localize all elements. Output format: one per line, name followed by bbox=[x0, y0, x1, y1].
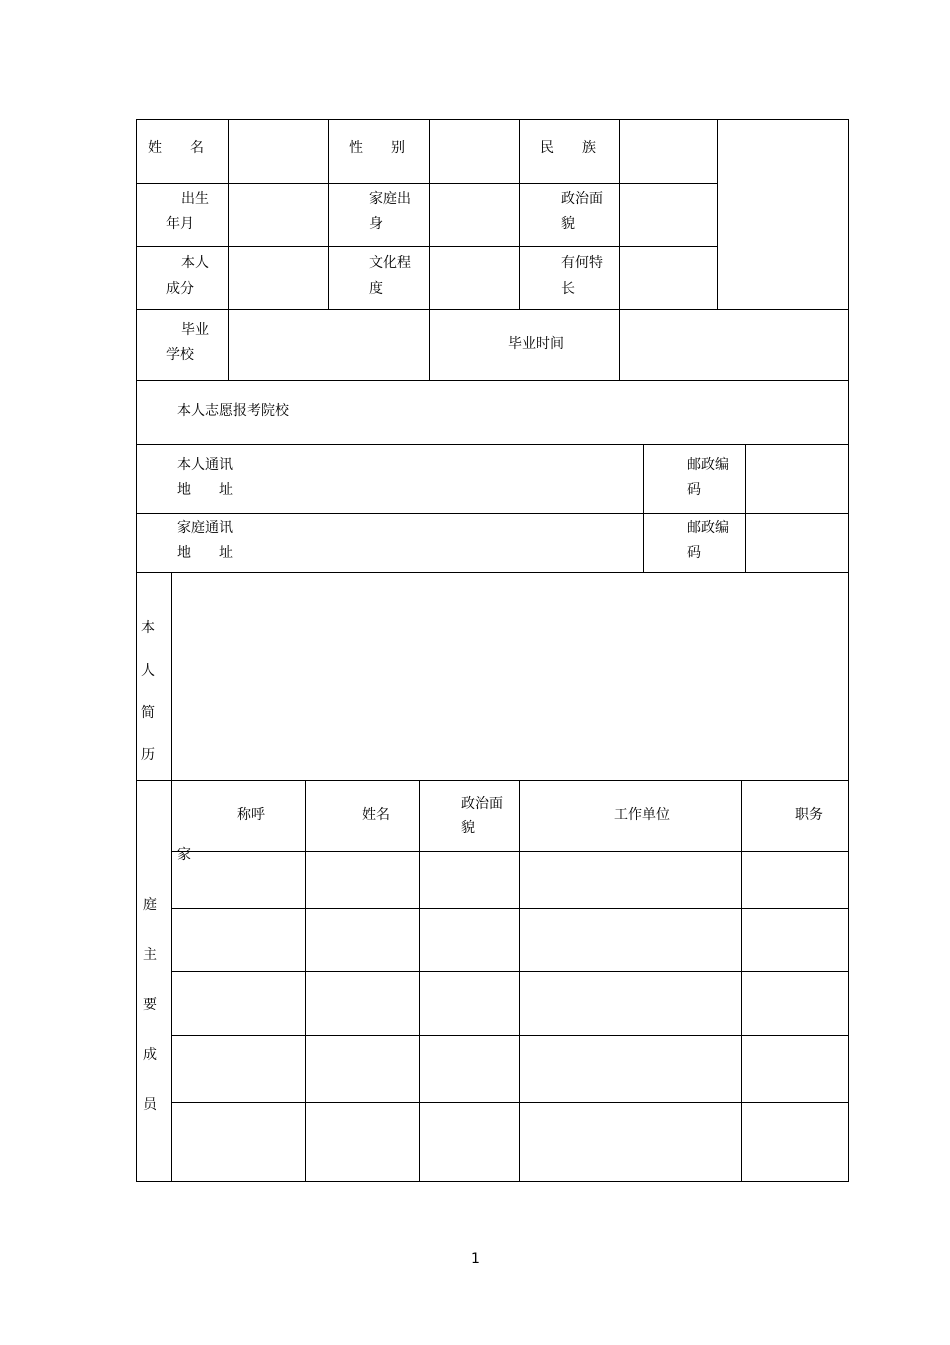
resume-label-char: 简 bbox=[141, 705, 155, 721]
specialty-label-line1: 有何特 bbox=[561, 255, 603, 271]
family-address-label-line2: 地 址 bbox=[177, 545, 233, 561]
table-border-left bbox=[136, 119, 137, 1182]
name-label: 姓 名 bbox=[148, 140, 204, 156]
family-row-divider bbox=[171, 1035, 849, 1036]
family-row-divider bbox=[171, 1102, 849, 1103]
row-divider bbox=[136, 444, 849, 445]
ethnicity-label: 民 族 bbox=[540, 140, 596, 156]
specialty-label-line2: 长 bbox=[561, 281, 575, 297]
col-divider bbox=[741, 780, 742, 1182]
family-header-title: 称呼 bbox=[237, 807, 265, 823]
table-border-top bbox=[136, 119, 849, 120]
personal-postcode-label-line1: 邮政编 bbox=[687, 457, 729, 473]
family-row-divider bbox=[171, 908, 849, 909]
col-divider bbox=[419, 780, 420, 1182]
family-row-divider bbox=[171, 971, 849, 972]
family-header-workplace: 工作单位 bbox=[614, 807, 670, 823]
family-label-char: 庭 bbox=[143, 897, 157, 913]
row-divider bbox=[136, 380, 849, 381]
row-divider bbox=[136, 309, 849, 310]
col-divider bbox=[745, 444, 746, 573]
resume-label-char: 人 bbox=[141, 663, 155, 679]
col-divider bbox=[519, 119, 520, 310]
col-divider bbox=[519, 780, 520, 1182]
family-label-char: 员 bbox=[143, 1097, 157, 1113]
family-header-position: 职务 bbox=[795, 807, 823, 823]
col-divider bbox=[429, 119, 430, 381]
col-divider bbox=[228, 119, 229, 381]
photo-box-divider bbox=[717, 119, 718, 310]
family-header-political-line2: 貌 bbox=[461, 820, 475, 836]
personal-status-label-line2: 成分 bbox=[166, 281, 194, 297]
resume-label-char: 历 bbox=[141, 747, 155, 763]
birth-date-label-line2: 年月 bbox=[166, 216, 194, 232]
birth-date-label-line1: 出生 bbox=[181, 191, 209, 207]
family-label-char: 主 bbox=[143, 947, 157, 963]
family-label-char: 成 bbox=[143, 1047, 157, 1063]
col-divider bbox=[171, 572, 172, 1182]
row-divider bbox=[136, 513, 849, 514]
personal-postcode-label-line2: 码 bbox=[687, 482, 701, 498]
row-divider bbox=[136, 780, 849, 781]
col-divider bbox=[619, 119, 620, 381]
personal-status-label-line1: 本人 bbox=[181, 255, 209, 271]
family-header-political-line1: 政治面 bbox=[461, 796, 503, 812]
family-origin-label-line1: 家庭出 bbox=[369, 191, 411, 207]
family-header-name: 姓名 bbox=[362, 807, 390, 823]
row-divider bbox=[136, 572, 849, 573]
family-postcode-label-line1: 邮政编 bbox=[687, 520, 729, 536]
education-label-line2: 度 bbox=[369, 281, 383, 297]
col-divider bbox=[643, 444, 644, 573]
gender-label: 性 别 bbox=[349, 140, 405, 156]
resume-label-char: 本 bbox=[141, 620, 155, 636]
family-label-char: 要 bbox=[143, 997, 157, 1013]
graduation-school-label-line2: 学校 bbox=[166, 347, 194, 363]
political-status-label-line1: 政治面 bbox=[561, 191, 603, 207]
table-border-bottom bbox=[136, 1181, 849, 1182]
graduation-time-label: 毕业时间 bbox=[508, 336, 564, 352]
education-label-line1: 文化程 bbox=[369, 255, 411, 271]
personal-address-label-line1: 本人通讯 bbox=[177, 457, 233, 473]
family-row-divider bbox=[171, 851, 849, 852]
table-border-right bbox=[848, 119, 849, 1182]
col-divider bbox=[305, 780, 306, 1182]
political-status-label-line2: 貌 bbox=[561, 216, 575, 232]
family-postcode-label-line2: 码 bbox=[687, 545, 701, 561]
personal-address-label-line2: 地 址 bbox=[177, 482, 233, 498]
col-divider bbox=[328, 119, 329, 310]
family-origin-label-line2: 身 bbox=[369, 216, 383, 232]
page-number: 1 bbox=[471, 1251, 480, 1267]
row-divider bbox=[136, 246, 718, 247]
graduation-school-label-line1: 毕业 bbox=[181, 322, 209, 338]
aspiration-school-label: 本人志愿报考院校 bbox=[177, 403, 289, 419]
family-label-char: 家 bbox=[177, 847, 191, 863]
row-divider bbox=[136, 183, 718, 184]
family-address-label-line1: 家庭通讯 bbox=[177, 520, 233, 536]
